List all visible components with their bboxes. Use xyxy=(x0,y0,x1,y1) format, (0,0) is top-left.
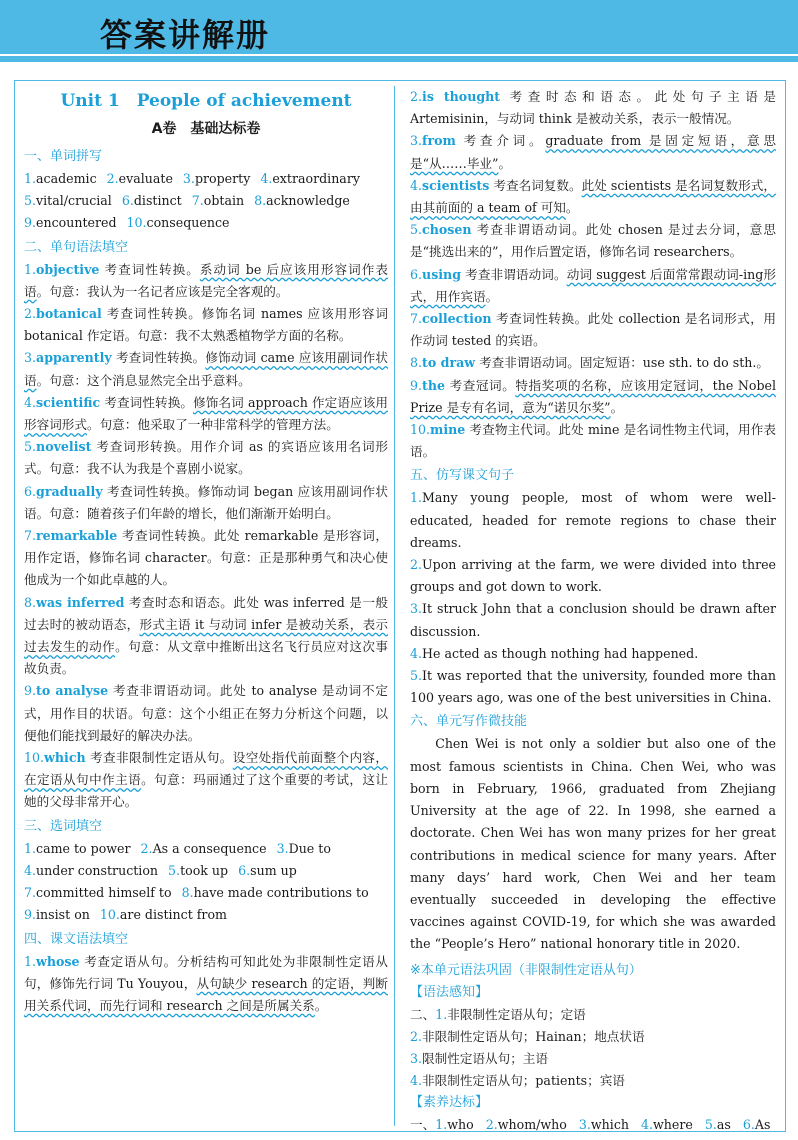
answer-number: 6. xyxy=(121,193,134,209)
answer-text: 非限制性定语从句；patients；宾语 xyxy=(422,1073,625,1089)
answer-cell xyxy=(24,190,112,212)
answer-item xyxy=(410,175,776,219)
answer-number: 1. xyxy=(435,1117,448,1133)
answer-keyword: whose xyxy=(36,953,80,969)
answer-explanation: 。句意：玛丽通过了这个重要的考试，这让她的父母非常开心。 xyxy=(24,772,389,810)
answer-cell xyxy=(277,838,331,860)
answer-text: Due to xyxy=(288,840,331,856)
answer-text: evaluate xyxy=(118,171,173,186)
answer-number: 1. xyxy=(24,171,37,186)
answer-number: 4. xyxy=(24,862,37,878)
answer-keyword: to analyse xyxy=(36,683,109,699)
answer-number: 4. xyxy=(410,177,423,193)
answer-cell xyxy=(743,1117,771,1132)
answer-keyword: objective xyxy=(36,261,100,277)
answer-number: 4. xyxy=(641,1117,654,1133)
answer-number: 3. xyxy=(24,350,37,366)
answer-cell xyxy=(127,212,230,234)
answer-number: 10. xyxy=(126,215,147,231)
answer-explanation: 考查词性转换。 xyxy=(100,394,194,410)
paper-title: A卷 基础达标卷 xyxy=(151,121,261,137)
answer-text: It was reported that the university, founded more than 100 years ago, was one of the best universities in China. xyxy=(410,668,776,706)
answer-cell xyxy=(579,1117,629,1132)
answer-explanation: 。 xyxy=(314,997,328,1013)
answer-number: 5. xyxy=(24,439,37,455)
answer-text: have made contributions to xyxy=(193,885,369,901)
answer-text: extraordinary xyxy=(272,171,360,186)
answer-item xyxy=(410,86,776,130)
answer-cell xyxy=(24,838,131,860)
answer-text: Upon arriving at the farm, we were divided into three groups and got down to work. xyxy=(410,557,776,595)
grammar-fill-answers xyxy=(24,259,388,814)
answer-text: under construction xyxy=(36,862,159,878)
right-column xyxy=(410,86,776,1137)
answer-text: It struck John that a conclusion should be drawn after discussion. xyxy=(410,601,776,639)
answer-item xyxy=(24,525,388,592)
answer-row xyxy=(24,838,388,860)
answer-highlight: 系动词 be 后应该用形容词作表语 xyxy=(24,261,388,299)
answer-number: 8. xyxy=(410,355,423,371)
answer-number: 3. xyxy=(578,1117,591,1133)
grammar-line xyxy=(410,1026,776,1048)
answer-cell xyxy=(122,190,182,212)
answer-text: As xyxy=(754,1117,771,1133)
answer-text: whom/who xyxy=(497,1117,567,1133)
answer-number: 9. xyxy=(24,907,37,923)
answer-text: He acted as though nothing had happened. xyxy=(422,645,699,661)
answer-explanation: 。 xyxy=(485,288,499,304)
answer-explanation: 。句意：他采取了一种非常科学的管理方法。 xyxy=(86,417,339,433)
answer-row xyxy=(24,168,388,190)
answer-number: 6. xyxy=(24,483,37,499)
answer-explanation: 考查非谓语动词。此处 to analyse 是动词不定式，用作目的状语。句意：这个小组正在努力分析这个问题，以便他们能找到最好的解决办法。 xyxy=(24,683,388,743)
answer-number: 5. xyxy=(24,193,37,209)
section-title: 一、单词拼写 xyxy=(24,149,103,164)
answer-cell xyxy=(641,1117,693,1132)
answer-highlight: 修饰动词 came 应该用副词作状语 xyxy=(24,350,388,388)
answer-number: 9. xyxy=(24,683,37,699)
answer-explanation: 考查非谓语动词。此处 chosen 是过去分词，意思是“挑选出来的”，用作后置定语，修饰名词 researchers。 xyxy=(410,222,776,260)
answer-text: 限制性定语从句；主语 xyxy=(422,1050,548,1066)
word-spelling-answers xyxy=(24,168,388,235)
answer-number: 5. xyxy=(168,862,181,878)
answer-cell xyxy=(24,860,158,882)
answer-number: 2. xyxy=(410,1028,423,1044)
answer-text: as xyxy=(716,1117,731,1133)
answer-number: 1. xyxy=(24,261,37,277)
text-grammar-answers xyxy=(24,951,388,1018)
answer-explanation: 。 xyxy=(498,155,512,171)
answer-number: 5. xyxy=(410,222,423,238)
sentence-item xyxy=(410,665,776,709)
answer-cell xyxy=(238,860,297,882)
answer-explanation: 考查非限制性定语从句。 xyxy=(85,750,233,766)
grammar-perception-answers xyxy=(410,1004,776,1093)
answer-explanation: 。 xyxy=(610,399,624,415)
answer-number: 4. xyxy=(260,171,273,186)
literacy-answers xyxy=(410,1114,776,1136)
answer-text: consequence xyxy=(146,215,230,231)
answer-text: which xyxy=(590,1117,629,1133)
answer-number: 8. xyxy=(254,193,267,209)
answer-cell xyxy=(24,882,172,904)
answer-explanation: 考查介词。 xyxy=(455,133,546,149)
grammar-note-title: ※本单元语法巩固（非限制性定语从句） xyxy=(410,962,642,978)
answer-number: 4. xyxy=(410,1073,423,1089)
grammar-tag: 【语法感知】 xyxy=(410,984,489,1000)
answer-keyword: mine xyxy=(430,422,466,438)
answer-explanation: 考查冠词。 xyxy=(445,377,516,393)
answer-cell xyxy=(24,904,90,926)
sentence-item xyxy=(410,643,776,665)
answer-item xyxy=(410,219,776,263)
answer-keyword: gradually xyxy=(36,483,103,499)
answer-cell xyxy=(410,1117,474,1132)
answer-number: 7. xyxy=(24,885,37,901)
answer-keyword: the xyxy=(422,377,446,393)
answer-number: 2. xyxy=(106,171,119,186)
answer-explanation: 考查时态和语态。此处句子主语是 Artemisinin，与动词 think 是被动关系，表示一般情况。 xyxy=(410,89,776,127)
answer-number: 1. xyxy=(410,490,423,506)
answer-keyword: novelist xyxy=(36,439,92,455)
answer-explanation: 考查词性转换。 xyxy=(111,350,206,366)
answer-item xyxy=(24,303,388,347)
answer-cell xyxy=(260,168,360,190)
answer-cell xyxy=(24,212,117,234)
answer-number: 8. xyxy=(181,885,194,901)
answer-highlight: 从句缺少 research 的定语，判断用关系代词，而先行词和 research 之间是所属关系 xyxy=(24,975,388,1013)
answer-text: committed himself to xyxy=(36,885,172,901)
section-title: 五、仿写课文句子 xyxy=(410,468,515,484)
answer-keyword: scientists xyxy=(422,177,490,193)
answer-keyword: was inferred xyxy=(36,594,125,610)
answer-text: where xyxy=(653,1117,693,1133)
page-header xyxy=(0,0,798,62)
answer-explanation: 考查名词复数。 xyxy=(489,177,582,193)
answer-text: took up xyxy=(180,862,229,878)
answer-item xyxy=(410,375,776,419)
sentence-item xyxy=(410,554,776,598)
answer-text: obtain xyxy=(203,193,245,209)
answer-explanation: 考查词性转换。 xyxy=(99,261,200,277)
answer-number: 4. xyxy=(24,394,37,410)
answer-text: As a consequence xyxy=(152,840,267,856)
answer-explanation: 。句意：从文章中推断出这名飞行员应对这次事故负责。 xyxy=(24,639,389,677)
answer-number: 3. xyxy=(410,601,423,617)
answer-text: property xyxy=(194,171,251,186)
answer-explanation: 考查词性转换。此处 collection 是名词形式，用作动词 tested 的宾语。 xyxy=(410,311,776,349)
answer-text: sum up xyxy=(250,862,297,878)
answer-number: 6. xyxy=(238,862,251,878)
answer-explanation: 考查时态和语态。此处 was inferred 是一般过去时的被动语态， xyxy=(24,594,388,632)
answer-text: Many young people, most of whom were well-educated, headed for remote regions to chase their dreams. xyxy=(410,490,776,550)
header-rule xyxy=(0,54,798,56)
answer-row xyxy=(24,212,388,234)
answer-cell xyxy=(100,904,227,926)
answer-text: insist on xyxy=(36,907,90,923)
answer-explanation: 考查词性转换。此处 remarkable 是形容词，用作定语，修饰名词 character。句意：正是那种勇气和决心使他成为一个如此卓越的人。 xyxy=(24,528,388,588)
answer-item xyxy=(24,592,388,681)
answer-prefix: 一、 xyxy=(410,1117,436,1133)
answer-item xyxy=(24,951,388,1018)
left-column xyxy=(24,86,388,1017)
answer-row xyxy=(24,190,388,212)
sentence-imitation-answers xyxy=(410,487,776,709)
answer-cell xyxy=(182,882,369,904)
section-title: 二、单句语法填空 xyxy=(24,239,129,255)
answer-item xyxy=(24,481,388,525)
answer-item xyxy=(24,436,388,480)
answer-highlight: 修饰名词 approach 作定语应该用形容词形式 xyxy=(24,394,388,433)
answer-explanation: 。 xyxy=(565,200,579,216)
answer-row xyxy=(24,882,388,904)
answer-text: came to power xyxy=(36,840,131,856)
answer-number: 2. xyxy=(410,557,423,573)
answer-highlight: 动词 suggest 后面常常跟动词-ing形式，用作宾语 xyxy=(410,266,776,304)
answer-keyword: botanical xyxy=(36,306,102,322)
answer-highlight: 设空处指代前面整个内容，在定语从句中作主语 xyxy=(24,750,388,788)
answer-explanation: 考查词性转换。修饰名词 names 应该用形容词 botanical 作定语。句意：我不太熟悉植物学方面的名称。 xyxy=(24,306,388,344)
answer-cell xyxy=(486,1117,567,1132)
answer-keyword: apparently xyxy=(36,350,112,366)
answer-keyword: scientific xyxy=(36,394,101,410)
header-title: 答案讲解册 xyxy=(100,16,271,54)
answer-number: 2. xyxy=(410,89,423,104)
answer-number: 8. xyxy=(24,594,37,610)
answer-number: 3. xyxy=(276,840,289,856)
grammar-line xyxy=(410,1048,776,1070)
answer-item xyxy=(410,264,776,308)
answer-number: 9. xyxy=(410,377,423,393)
answer-number: 6. xyxy=(410,266,423,282)
answer-text: who xyxy=(447,1117,474,1133)
answer-explanation: 考查定语从句。分析结构可知此处为非限制性定语从句，修饰先行词 Tu Youyou， xyxy=(24,953,388,991)
answer-explanation: 。句意：这个消息显然完全出乎意料。 xyxy=(36,372,251,388)
answer-highlight: graduate from 是固定短语，意思是“从……毕业” xyxy=(410,133,776,171)
answer-cell xyxy=(254,190,350,212)
answer-item xyxy=(24,347,388,391)
answer-number: 2. xyxy=(140,840,153,856)
text-grammar-answers-cont xyxy=(410,86,776,463)
answer-number: 6. xyxy=(742,1117,755,1133)
answer-keyword: chosen xyxy=(422,222,472,238)
answer-number: 10. xyxy=(24,750,45,766)
answer-keyword: is thought xyxy=(422,89,501,104)
grammar-tag: 【素养达标】 xyxy=(410,1095,489,1111)
answer-number: 2. xyxy=(24,306,37,322)
answer-prefix: 二、 xyxy=(410,1006,436,1022)
grammar-line xyxy=(410,1070,776,1092)
answer-cell xyxy=(183,168,250,190)
answer-text: academic xyxy=(36,171,97,186)
answer-cell xyxy=(24,168,97,190)
answer-cell xyxy=(192,190,244,212)
answer-number: 1. xyxy=(24,840,37,856)
answer-keyword: which xyxy=(44,750,86,766)
answer-explanation: 考查物主代词。此处 mine 是名词性物主代词，用作表语。 xyxy=(410,422,776,460)
answer-number: 4. xyxy=(410,645,423,661)
answer-number: 7. xyxy=(191,193,204,209)
answer-row xyxy=(24,860,388,882)
answer-number: 5. xyxy=(410,668,423,684)
word-choice-answers xyxy=(24,838,388,927)
answer-highlight: 形式主语 it 与动词 infer 是被动关系，表示过去发生的动作 xyxy=(24,616,388,655)
answer-text: 非限制性定语从句；Hainan；地点状语 xyxy=(422,1028,645,1044)
answer-number: 2. xyxy=(485,1117,498,1133)
answer-row xyxy=(24,904,388,926)
answer-item xyxy=(410,308,776,352)
answer-explanation: 。句意：我认为一名记者应该是完全客观的。 xyxy=(36,283,289,299)
section-title: 四、课文语法填空 xyxy=(24,931,129,947)
answer-highlight: 此处 scientists 是名词复数形式，由其前面的 a team of 可知 xyxy=(410,177,776,216)
section-title: 六、单元写作微技能 xyxy=(410,714,528,730)
answer-keyword: remarkable xyxy=(36,528,118,544)
answer-number: 5. xyxy=(704,1117,717,1133)
answer-item xyxy=(24,392,388,436)
answer-number: 7. xyxy=(24,528,37,544)
answer-item xyxy=(410,130,776,174)
answer-number: 1. xyxy=(24,953,37,969)
answer-text: vital/crucial xyxy=(36,193,112,209)
answer-text: 非限制性定语从句；定语 xyxy=(447,1006,586,1022)
answer-item xyxy=(410,419,776,463)
answer-explanation: 考查词形转换。用作介词 as 的宾语应该用名词形式。句意：我不认为我是个喜剧小说家。 xyxy=(24,439,388,477)
answer-number: 7. xyxy=(410,311,423,327)
answer-text: acknowledge xyxy=(266,193,350,209)
sentence-item xyxy=(410,487,776,554)
answer-keyword: using xyxy=(422,266,462,282)
column-divider xyxy=(394,86,395,1126)
answer-item xyxy=(24,747,388,814)
answer-cell xyxy=(107,168,173,190)
writing-essay: Chen Wei is not only a soldier but also one of the most famous scientists in China. Chen Wei, who was born in February, 1966, graduated from Zhejiang University at the age of 22. In 1998, she earned a doctorate. Chen Wei has won many prizes for her great contributions in medical science for many years. After many days’ hard work, Chen Wei and her team eventually succeeded in developing the effective vaccines against COVID-19, for which she was awarded the “People’s Hero” national honorary title in 2020. xyxy=(410,736,776,952)
answer-cell xyxy=(141,838,267,860)
answer-keyword: from xyxy=(422,133,456,149)
answer-item xyxy=(24,259,388,303)
answer-number: 10. xyxy=(410,422,431,438)
answer-cell xyxy=(168,860,228,882)
grammar-line xyxy=(410,1004,776,1026)
sentence-item xyxy=(410,598,776,642)
answer-item xyxy=(24,680,388,747)
answer-keyword: collection xyxy=(422,311,492,327)
answer-highlight: 特指奖项的名称，应该用定冠词，the Nobel Prize 是专有名词，意为“诺贝尔奖” xyxy=(410,377,776,415)
answer-number: 1. xyxy=(435,1006,448,1022)
answer-text: distinct xyxy=(133,193,182,209)
answer-explanation: 考查词性转换。修饰动词 began 应该用副词作状语。句意：随着孩子们年龄的增长，他们渐渐开始明白。 xyxy=(24,483,388,521)
section-title: 三、选词填空 xyxy=(24,818,103,834)
answer-number: 10. xyxy=(99,907,120,923)
answer-text: are distinct from xyxy=(119,907,227,923)
answer-explanation: 考查非谓语动词。 xyxy=(461,266,567,282)
answer-explanation: 考查非谓语动词。固定短语：use sth. to do sth.。 xyxy=(475,355,769,371)
unit-title: Unit 1 People of achievement xyxy=(60,91,352,111)
answer-text: encountered xyxy=(36,215,117,231)
answer-number: 3. xyxy=(410,133,423,149)
answer-keyword: to draw xyxy=(422,355,476,371)
answer-number: 9. xyxy=(24,215,37,231)
answer-number: 3. xyxy=(410,1050,423,1066)
answer-number: 3. xyxy=(182,171,195,186)
answer-item xyxy=(410,352,776,374)
answer-cell xyxy=(705,1117,731,1132)
